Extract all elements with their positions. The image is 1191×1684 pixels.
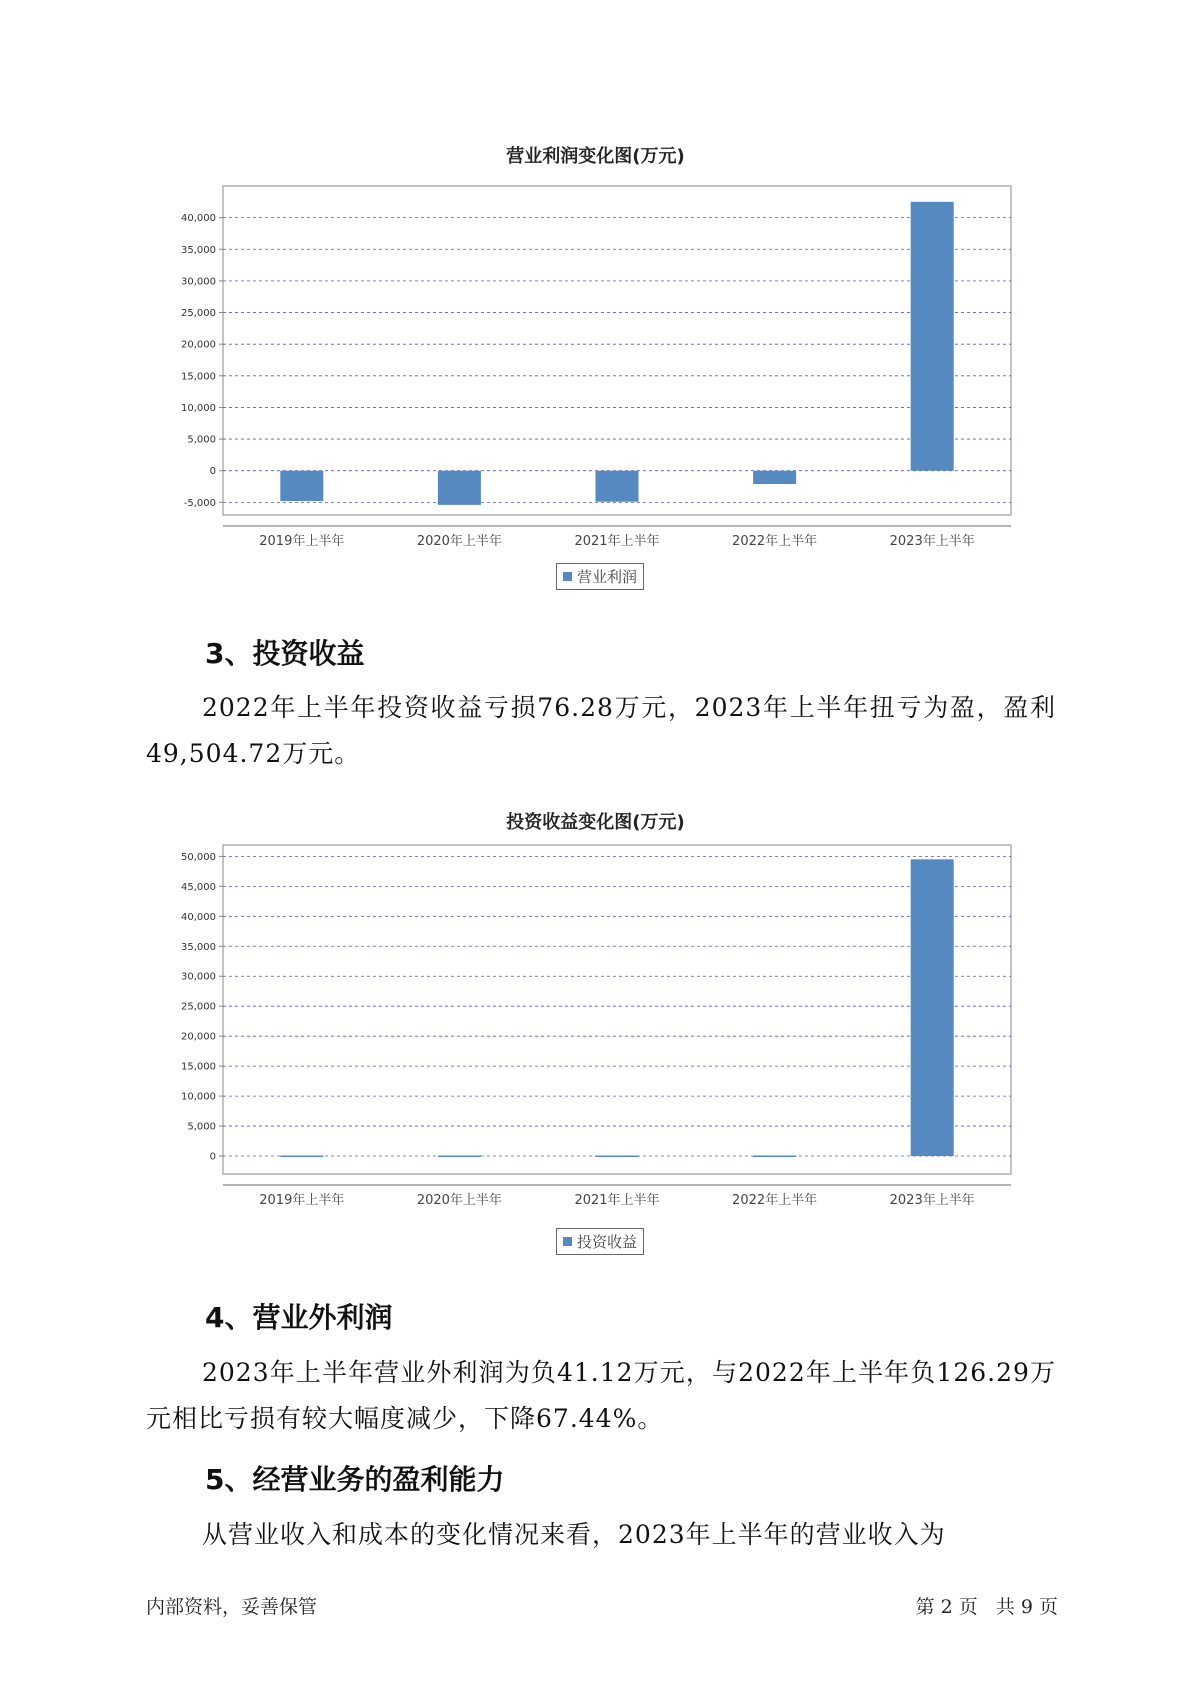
bar: [753, 1156, 796, 1158]
bar: [911, 859, 954, 1156]
bar: [596, 1156, 639, 1158]
chart1-legend-label: 营业利润: [577, 568, 638, 586]
y-tick-label: 25,000: [181, 1001, 216, 1013]
y-tick-label: 10,000: [181, 1091, 216, 1103]
x-category-label: 2020年上半年: [416, 1193, 502, 1208]
y-tick-label: 5,000: [187, 1121, 216, 1133]
y-tick-label: 40,000: [181, 911, 216, 923]
y-tick-label: 15,000: [181, 371, 216, 383]
y-tick-label: 5,000: [187, 434, 216, 446]
section4-heading: 4、营业外利润: [205, 1301, 393, 1334]
y-tick-label: 40,000: [181, 213, 216, 225]
y-tick-label: 50,000: [181, 851, 216, 863]
chart1-title: 营业利润变化图(万元): [506, 146, 685, 167]
x-category-label: 2019年上半年: [259, 1193, 345, 1208]
chart2-legend: [556, 1228, 644, 1255]
x-category-label: 2021年上半年: [574, 534, 660, 549]
legend-swatch: [563, 1237, 572, 1246]
y-tick-label: 25,000: [181, 308, 216, 320]
x-category-label: 2021年上半年: [574, 1193, 660, 1208]
y-tick-label: 0: [209, 466, 216, 478]
x-category-label: 2020年上半年: [416, 534, 502, 549]
x-category-label: 2023年上半年: [889, 534, 975, 549]
y-tick-label: 15,000: [181, 1061, 216, 1073]
x-category-label: 2023年上半年: [889, 1193, 975, 1208]
y-tick-label: 35,000: [181, 941, 216, 953]
chart2-legend-label: 投资收益: [577, 1233, 638, 1251]
chart2-title: 投资收益变化图(万元): [506, 812, 685, 833]
y-tick-label: 0: [209, 1151, 216, 1163]
section3-paragraph: 2022年上半年投资收益亏损76.28万元，2023年上半年扭亏为盈，盈利49,504.72万元。: [146, 693, 1056, 768]
plot-area: [223, 845, 1011, 1174]
y-tick-label: 20,000: [181, 339, 216, 351]
y-tick-label: 20,000: [181, 1031, 216, 1043]
y-tick-label: 45,000: [181, 881, 216, 893]
section3-heading: 3、投资收益: [205, 637, 365, 670]
section5-heading: 5、经营业务的盈利能力: [205, 1463, 505, 1496]
y-tick-label: 10,000: [181, 402, 216, 414]
y-tick-label: 35,000: [181, 244, 216, 256]
x-category-label: 2019年上半年: [259, 534, 345, 549]
section4-paragraph: 2023年上半年营业外利润为负41.12万元，与2022年上半年负126.29万元相比亏损有较大幅度减少，下降67.44%。: [146, 1358, 1056, 1433]
bar: [438, 1156, 481, 1158]
section5-paragraph: 从营业收入和成本的变化情况来看，2023年上半年的营业收入为: [202, 1520, 946, 1549]
footer-confidential: 内部资料，妥善保管: [146, 1596, 318, 1618]
y-tick-label: -5,000: [183, 497, 216, 509]
bar: [280, 1156, 323, 1158]
y-tick-label: 30,000: [181, 276, 216, 288]
x-category-label: 2022年上半年: [732, 534, 818, 549]
x-category-label: 2022年上半年: [732, 1193, 818, 1208]
footer-page-number: 第 2 页 共 9 页: [915, 1596, 1058, 1618]
y-tick-label: 30,000: [181, 971, 216, 983]
